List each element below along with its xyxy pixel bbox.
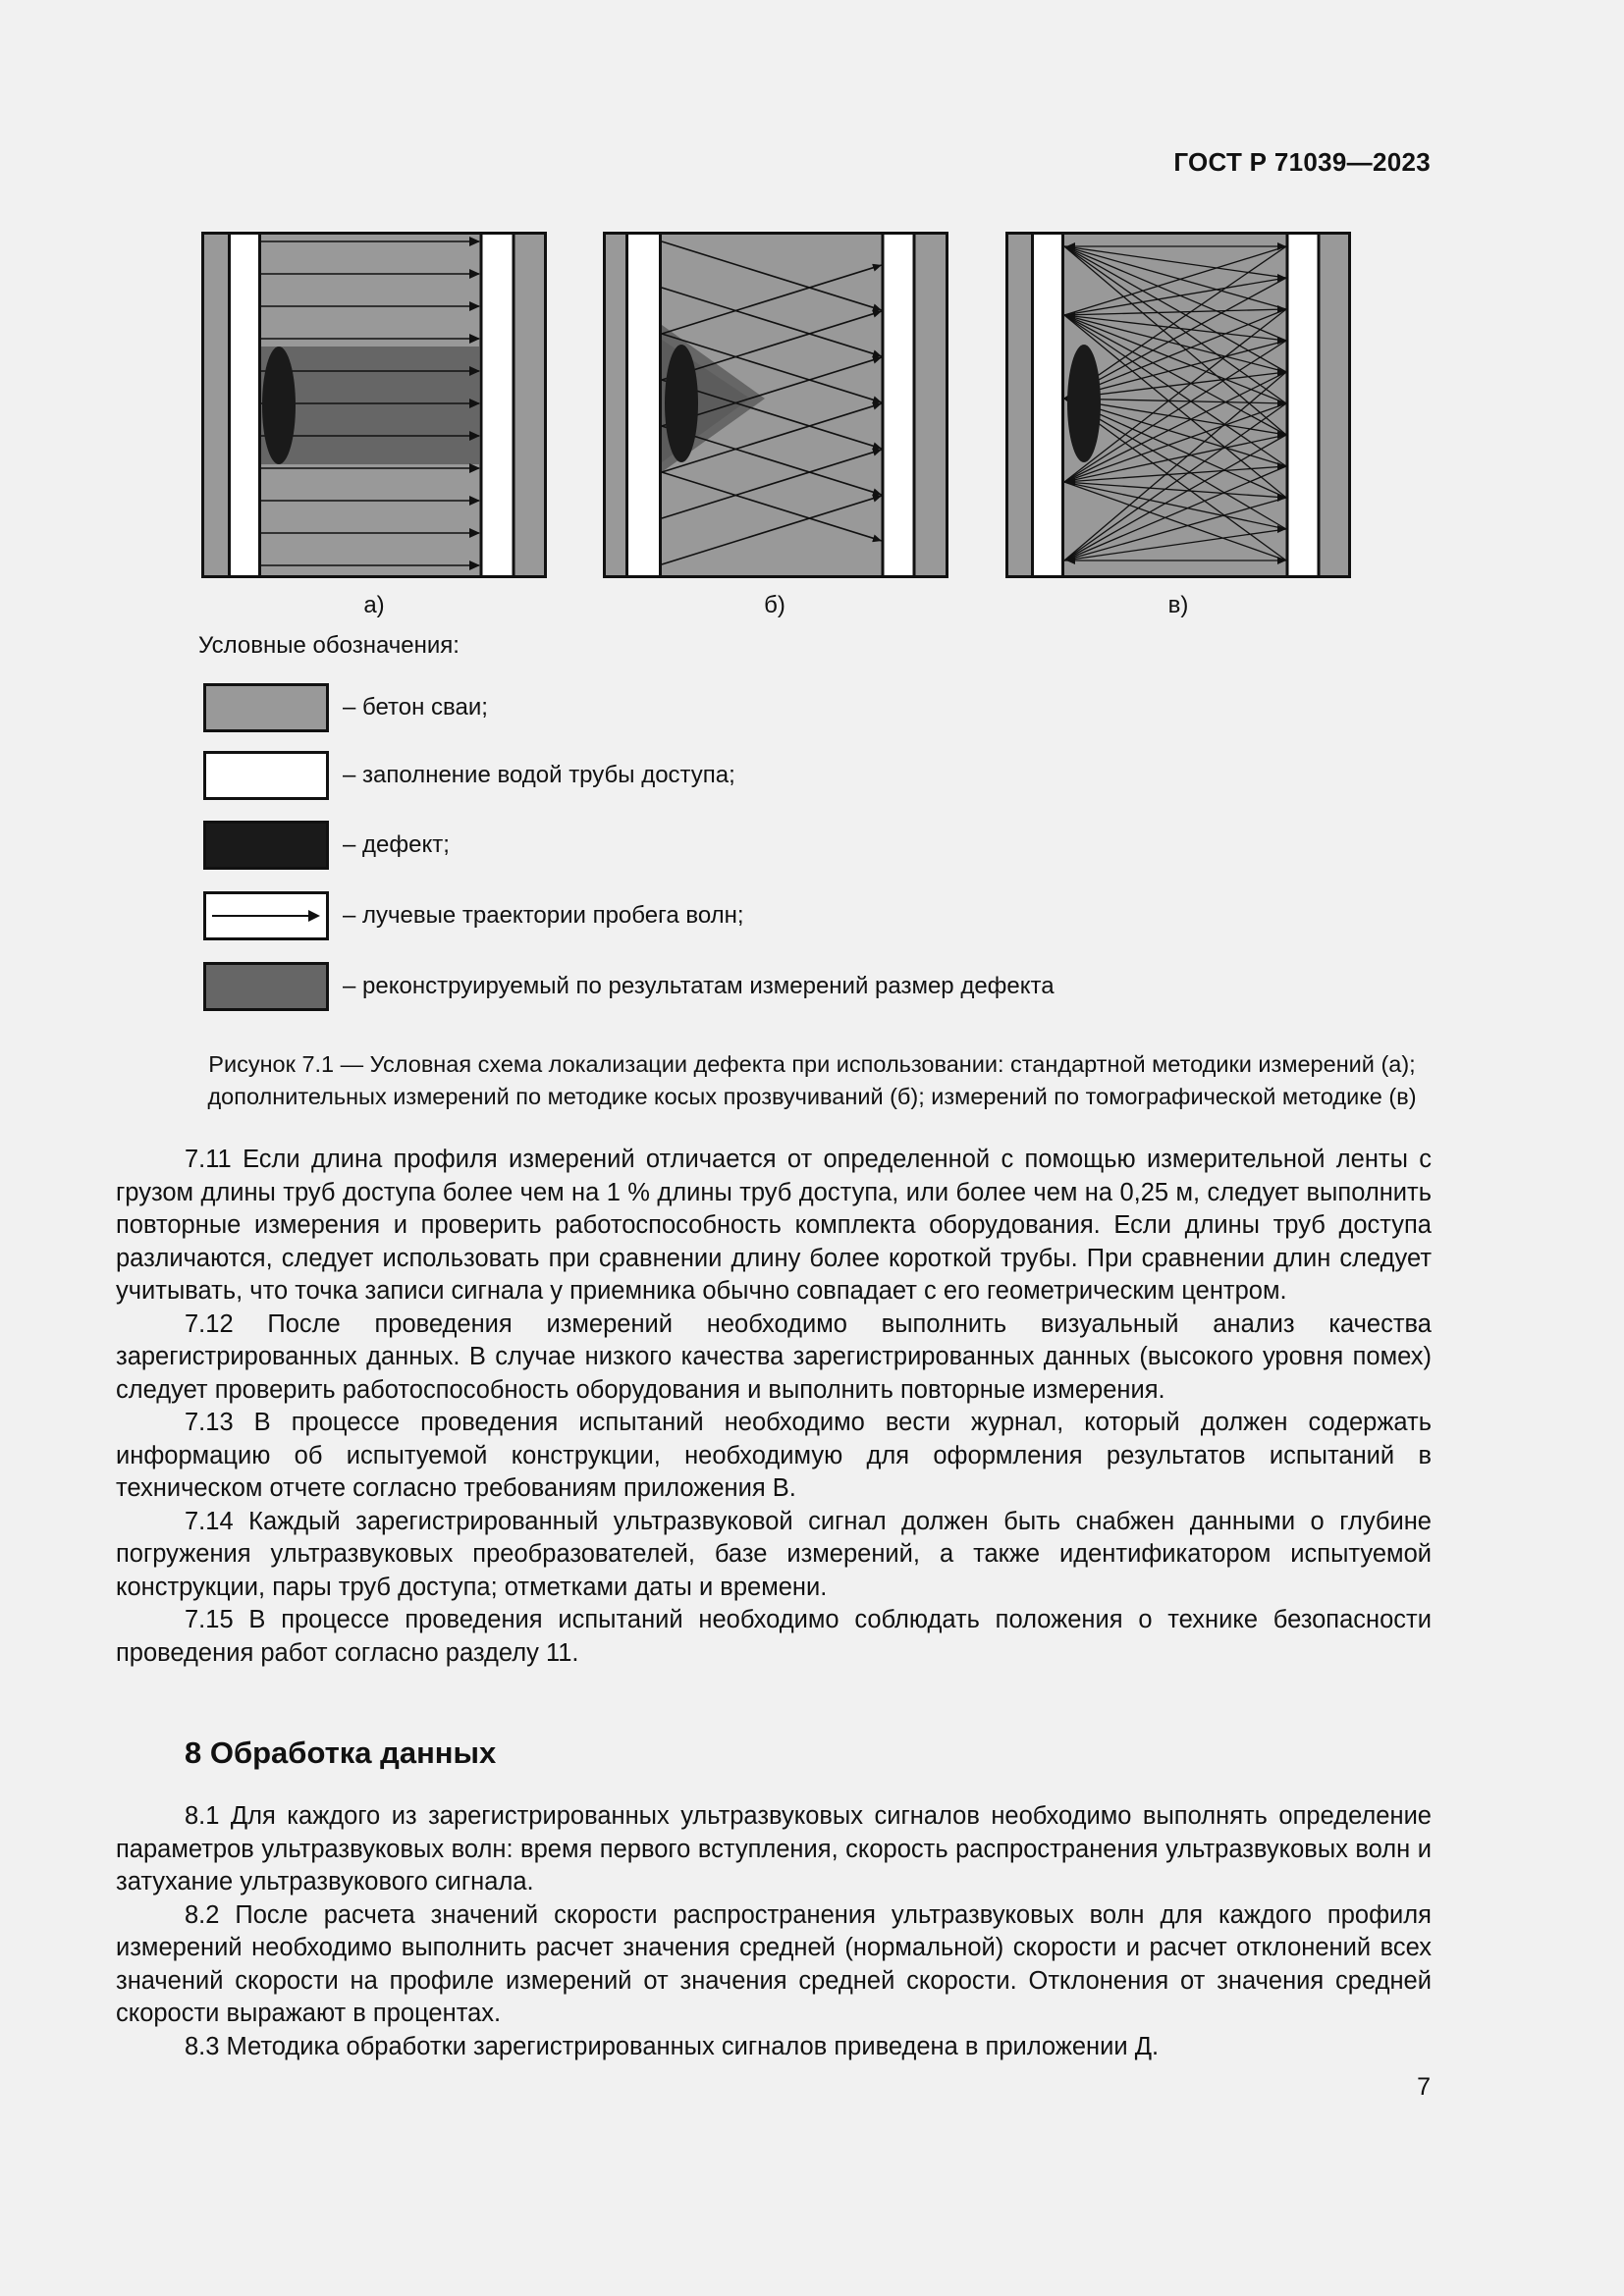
section-7-paragraphs: [116, 1144, 1432, 1670]
defect: [665, 345, 698, 462]
legend-item-water: – заполнение водой трубы доступа;: [203, 750, 735, 801]
defect-swatch: [203, 821, 329, 870]
access-tube-left: [230, 234, 260, 577]
section-8-title: 8 Обработка данных: [185, 1735, 497, 1770]
figure-label-b: б): [764, 592, 785, 618]
access-tube-right: [883, 234, 914, 577]
paragraph-7-12: 7.12 После проведения измерений необходимо выполнить визуальный анализ качества зарегистрированных данных. В случае низкого качества зарегистрированных данных (высокого уровня помех) следует проверить работоспособность оборудования и выполнить повторные измерения.: [116, 1309, 1432, 1404]
access-tube-right: [1287, 234, 1319, 577]
concrete-outer-left: [203, 234, 230, 577]
paragraph-7-11: 7.11 Если длина профиля измерений отличается от определенной с помощью измерительной ленты с грузом длины труб доступа более чем на 1 % длины труб доступа, или более чем на 0,25 м, следует выполнить повторные измерения и проверить работоспособность комплекта оборудования. Если длины труб доступа различаются, следует использовать при сравнении длину более короткой трубы. При сравнении длин следует учитывать, что точка записи сигнала у приемника обычно совпадает с его геометрическим центром.: [116, 1146, 1432, 1305]
access-tube-left: [1033, 234, 1063, 577]
figure-b: [603, 232, 948, 579]
figure-a: [201, 232, 547, 579]
paragraph-8-1: 8.1 Для каждого из зарегистрированных ультразвуковых сигналов необходимо выполнять определение параметров ультразвуковых волн: время первого вступления, скорость распространения ультразвуковых волн и затухание ультразвукового сигнала.: [116, 1802, 1432, 1896]
access-tube-right: [481, 234, 514, 577]
paragraph-8-3: 8.3 Методика обработки зарегистрированных сигналов приведена в приложении Д.: [185, 2032, 1160, 2060]
concrete-swatch: [203, 683, 329, 732]
paragraph-8-2: 8.2 После расчета значений скорости распространения ультразвуковых волн для каждого профиля измерений необходимо выполнить расчет значения средней (нормальной) скорости и расчет отклонений всех значений скорости на профиле измерений от значения средней скорости. Отклонения от значения средней скорости выражают в процентах.: [116, 1900, 1432, 2027]
legend-item-defect: – дефект;: [203, 820, 450, 871]
legend-item-rays: – лучевые траектории пробега волн;: [203, 890, 744, 941]
document-header: ГОСТ Р 71039—2023: [1173, 147, 1431, 177]
figure-c: [1005, 232, 1351, 579]
arrow-icon: [206, 894, 326, 937]
figure-label-a: а): [363, 592, 385, 618]
defect: [1067, 345, 1101, 462]
access-tube-left: [627, 234, 661, 577]
reconstructed-swatch: [203, 962, 329, 1011]
paragraph-7-14: 7.14 Каждый зарегистрированный ультразвуковой сигнал должен быть снабжен данными о глубине погружения ультразвуковых преобразователей, базе измерений, а также идентификатором испытуемой конструкции, пары труб доступа; отметками даты и времени.: [116, 1507, 1432, 1601]
paragraph-7-13: 7.13 В процессе проведения испытаний необходимо вести журнал, который должен содержать информацию об испытуемой конструкции, необходимую для оформления результатов испытаний в техническом отчете согласно требованиям приложения В.: [116, 1409, 1432, 1502]
page-number: 7: [1417, 2073, 1431, 2101]
figure-7-1: [201, 232, 1350, 618]
paragraph-7-15: 7.15 В процессе проведения испытаний необходимо соблюдать положения о технике безопасности проведения работ согласно разделу 11.: [116, 1606, 1432, 1667]
defect: [262, 347, 296, 464]
figure-label-c: в): [1167, 592, 1189, 618]
legend-item-concrete: – бетон сваи;: [203, 682, 488, 733]
legend-item-reconstructed: – реконструируемый по результатам измерений размер дефекта: [203, 961, 1055, 1012]
section-8-paragraphs: [116, 1800, 1432, 2063]
figure-caption: Рисунок 7.1 — Условная схема локализации дефекта при использовании: стандартной методики измерений (а); дополнительных измерений по методике косых прозвучиваний (б); измерений по томографической методике (в): [207, 1051, 1417, 1109]
water-swatch: [203, 751, 329, 800]
ray-swatch: [203, 891, 329, 940]
legend-title: Условные обозначения:: [198, 632, 460, 659]
